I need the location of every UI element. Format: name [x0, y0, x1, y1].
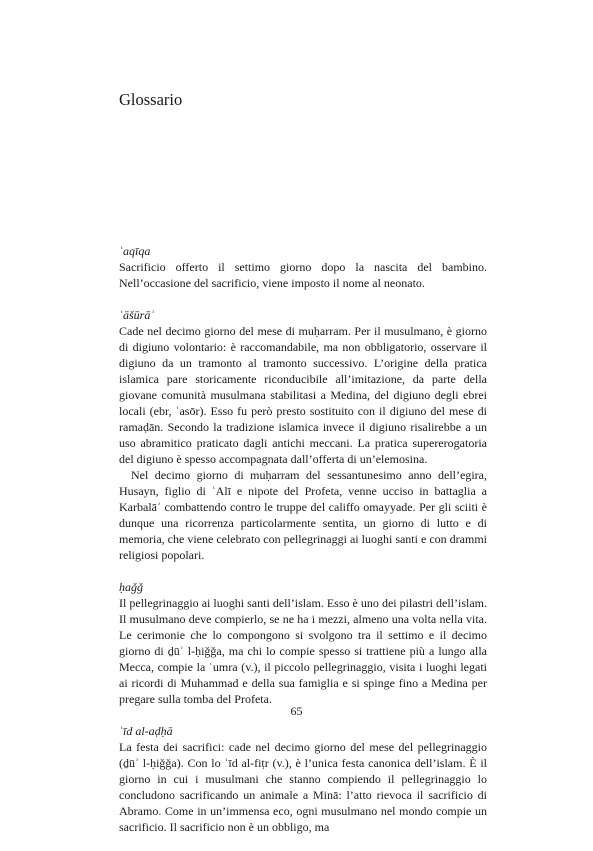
page-number: 65 [290, 704, 303, 718]
glossary-entry-ashura [119, 307, 487, 563]
glossary-body [119, 243, 487, 851]
glossary-entry-aqiqa [119, 243, 487, 291]
glossary-definition: Sacrificio offerto il settimo giorno dopo la nascita del bambino. Nell’occasione del sacrificio, viene imposto il nome al neonato. [119, 260, 487, 290]
glossary-term: ḥaǧǧ [119, 580, 143, 594]
glossary-definition: Nel decimo giorno di muḥarram del sessantunesimo anno dell’egira, Husayn, figlio di ʿAlī e nipote del Profeta, venne ucciso in battaglia a Karbalāʾ combattendo contro le truppe del califfo omayyade. Per gli sciiti è dunque una ricorrenza particolarmente sentita, un giorno di lutto e di memoria, che viene celebrato con pellegrinaggi ai luoghi santi e con drammi religiosi popolari. [119, 468, 487, 562]
glossary-definition: Il pellegrinaggio ai luoghi santi dell’islam. Esso è uno dei pilastri dell’islam. Il musulmano deve compierlo, se ne ha i mezzi, almeno una volta nella vita. Le cerimonie che lo compongono si svolgono tra il settimo e il decimo giorno di ḏūʾ l-ḥiǧǧa, ma chi lo compie spesso si trattiene più a lungo alla Mecca, compie la ʿumra (v.), il piccolo pellegrinaggio, visita i luoghi legati ai ricordi di Muhammad e della sua famiglia e si spinge fino a Medina per pregare sulla tomba del Profeta. [119, 596, 487, 706]
glossary-entry-hagg [119, 579, 487, 707]
glossary-term: ʿāšūrāʾ [119, 308, 155, 322]
glossary-term: ʿīd al-aḍḥā [119, 724, 173, 738]
glossary-definition: La festa dei sacrifici: cade nel decimo giorno del mese del pellegrinaggio (ḏūʾ l-ḥiǧǧa). Con lo ʿīd al-fiṭr (v.), è l’unica festa canonica dell’islam. È il giorno in cui i musulmani che stanno compiendo il pellegrinaggio lo concludono sacrificando un animale a Minā: l’atto rievoca il sacrificio di Abramo. Come in un’immensa eco, ogni musulmano nel mondo compie un sacrificio. Il sacrificio non è un obbligo, ma [119, 740, 487, 834]
glossary-entry-id-al-adha [119, 723, 487, 835]
page-title: Glossario [119, 90, 183, 109]
glossary-term: ʿaqīqa [119, 244, 151, 258]
glossary-definition: Cade nel decimo giorno del mese di muḥarram. Per il musulmano, è giorno di digiuno volontario: è raccomandabile, ma non obbligatorio, osservare il digiuno da un tramonto al tramonto successivo. L’origine della pratica islamica pare storicamente riconducibile all’imitazione, da parte della giovane comunità musulmana stabilitasi a Medina, del digiuno degli ebrei locali (ebr, ʿasōr). Esso fu però presto sostituito con il digiuno del mese di ramaḍān. Secondo la tradizione islamica invece il digiuno risalirebbe a un uso abramitico praticato dagli antichi meccani. La pratica supererogatoria del digiuno è spesso accompagnata dall’offerta di un’elemosina. [119, 324, 487, 466]
